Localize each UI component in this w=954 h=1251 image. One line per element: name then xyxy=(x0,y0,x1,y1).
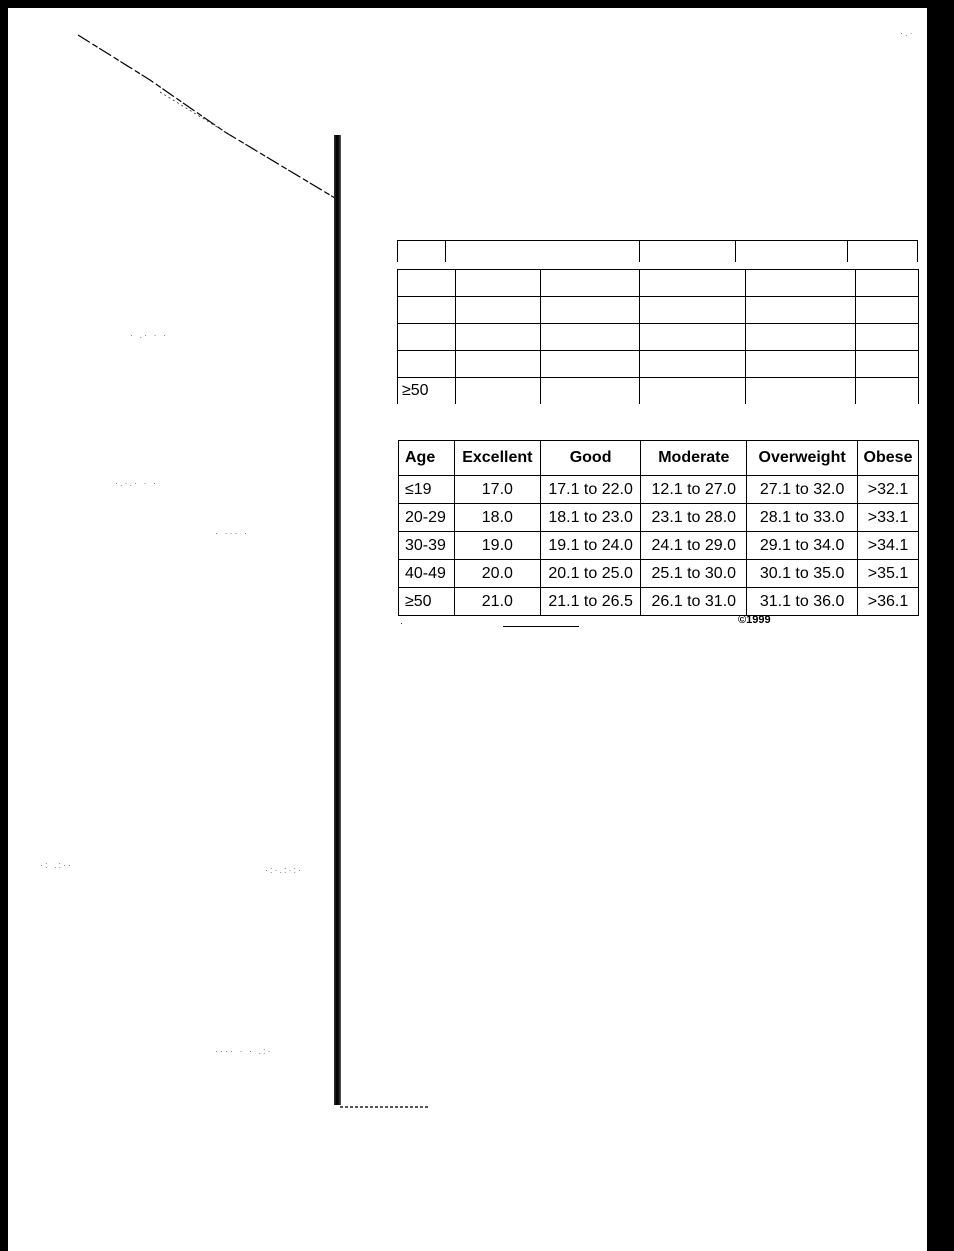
cell-moderate: 12.1 to 27.0 xyxy=(641,476,747,504)
cell-age: 40-49 xyxy=(399,560,455,588)
cell-moderate: 26.1 to 31.0 xyxy=(641,588,747,616)
header-age: Age xyxy=(399,441,455,476)
ghost-table-row xyxy=(398,270,919,297)
scan-speckle: ···· · · .:· xyxy=(215,1046,273,1056)
ghost-table-cell xyxy=(398,270,456,297)
ghost-table-cell xyxy=(746,351,856,378)
table-row xyxy=(399,560,919,588)
ghost-table-cell xyxy=(540,378,639,405)
ghost-table-cell xyxy=(540,297,639,324)
body-fat-table xyxy=(398,440,919,616)
ghost-table-cell xyxy=(455,378,540,405)
scan-border-right xyxy=(927,0,954,1251)
fold-shadow-diagonal xyxy=(0,0,340,200)
ghost-table-header-rule xyxy=(397,240,918,262)
cell-excellent: 18.0 xyxy=(454,504,540,532)
table-row xyxy=(399,504,919,532)
ghost-table-row xyxy=(398,351,919,378)
cell-excellent: 17.0 xyxy=(454,476,540,504)
header-moderate: Moderate xyxy=(641,441,747,476)
scan-speckle: ·:·.:·:· xyxy=(265,865,303,875)
ghost-table-cell xyxy=(856,351,919,378)
page-fold-line xyxy=(334,135,341,1105)
scan-speckle: · ··· · xyxy=(215,528,249,538)
ghost-table-cell xyxy=(856,324,919,351)
cell-excellent: 21.0 xyxy=(454,588,540,616)
cell-obese: >36.1 xyxy=(858,588,919,616)
cell-obese: >32.1 xyxy=(858,476,919,504)
ghost-table-cell xyxy=(856,270,919,297)
cell-age: 30-39 xyxy=(399,532,455,560)
footnote-rule xyxy=(503,626,579,627)
table-header-row xyxy=(399,441,919,476)
ghost-table-row xyxy=(398,378,919,405)
page-fold-bottom-edge xyxy=(340,1106,430,1108)
ghost-table-cell xyxy=(639,378,746,405)
ghost-table-cell xyxy=(746,324,856,351)
header-overweight: Overweight xyxy=(747,441,858,476)
ghost-table-cell xyxy=(398,351,456,378)
ghost-table-row xyxy=(398,324,919,351)
ghost-table-cell xyxy=(746,378,856,405)
cell-good: 20.1 to 25.0 xyxy=(540,560,641,588)
cell-moderate: 23.1 to 28.0 xyxy=(641,504,747,532)
scan-speckle: ·: .:·· xyxy=(40,860,73,870)
ghost-table-cell xyxy=(398,324,456,351)
cell-good: 18.1 to 23.0 xyxy=(540,504,641,532)
header-obese: Obese xyxy=(858,441,919,476)
ghost-table-cell xyxy=(398,297,456,324)
ghost-table-cell xyxy=(639,324,746,351)
ghost-table-cell xyxy=(540,324,639,351)
ghost-table-cell xyxy=(639,270,746,297)
ghost-table-cell xyxy=(455,351,540,378)
ghost-table-cell xyxy=(856,297,919,324)
ghost-table-row xyxy=(398,297,919,324)
cell-moderate: 25.1 to 30.0 xyxy=(641,560,747,588)
ghost-table-cell xyxy=(639,297,746,324)
scan-speckle: · .· · · xyxy=(130,330,168,340)
scan-speckle: ·.· xyxy=(900,28,915,38)
table-row xyxy=(399,476,919,504)
cell-age: ≤19 xyxy=(399,476,455,504)
cell-good: 21.1 to 26.5 xyxy=(540,588,641,616)
ghost-table-cell: ≥50 xyxy=(398,378,456,405)
scan-speckle: ·.·.· · · xyxy=(115,478,158,488)
copyright-notice: ©1999 xyxy=(738,614,771,626)
cell-obese: >34.1 xyxy=(858,532,919,560)
table-row xyxy=(399,532,919,560)
cell-overweight: 31.1 to 36.0 xyxy=(747,588,858,616)
cell-excellent: 19.0 xyxy=(454,532,540,560)
ghost-table-cell xyxy=(746,297,856,324)
cell-obese: >33.1 xyxy=(858,504,919,532)
table-row xyxy=(399,588,919,616)
cell-good: 17.1 to 22.0 xyxy=(540,476,641,504)
ghost-table-cell xyxy=(746,270,856,297)
header-excellent: Excellent xyxy=(454,441,540,476)
cell-overweight: 30.1 to 35.0 xyxy=(747,560,858,588)
ghost-table-cell xyxy=(455,297,540,324)
ghost-table-cell xyxy=(540,270,639,297)
ghost-table-cell xyxy=(540,351,639,378)
ghost-table-cell xyxy=(455,270,540,297)
cell-good: 19.1 to 24.0 xyxy=(540,532,641,560)
ghost-table-cell xyxy=(455,324,540,351)
cell-overweight: 29.1 to 34.0 xyxy=(747,532,858,560)
cell-obese: >35.1 xyxy=(858,560,919,588)
cell-age: 20-29 xyxy=(399,504,455,532)
ghost-table xyxy=(397,269,919,404)
cell-age: ≥50 xyxy=(399,588,455,616)
ghost-table-cell xyxy=(639,351,746,378)
cell-overweight: 27.1 to 32.0 xyxy=(747,476,858,504)
cell-overweight: 28.1 to 33.0 xyxy=(747,504,858,532)
footnote-dot: · xyxy=(400,618,403,628)
ghost-table-cell xyxy=(856,378,919,405)
cell-moderate: 24.1 to 29.0 xyxy=(641,532,747,560)
header-good: Good xyxy=(540,441,641,476)
cell-excellent: 20.0 xyxy=(454,560,540,588)
